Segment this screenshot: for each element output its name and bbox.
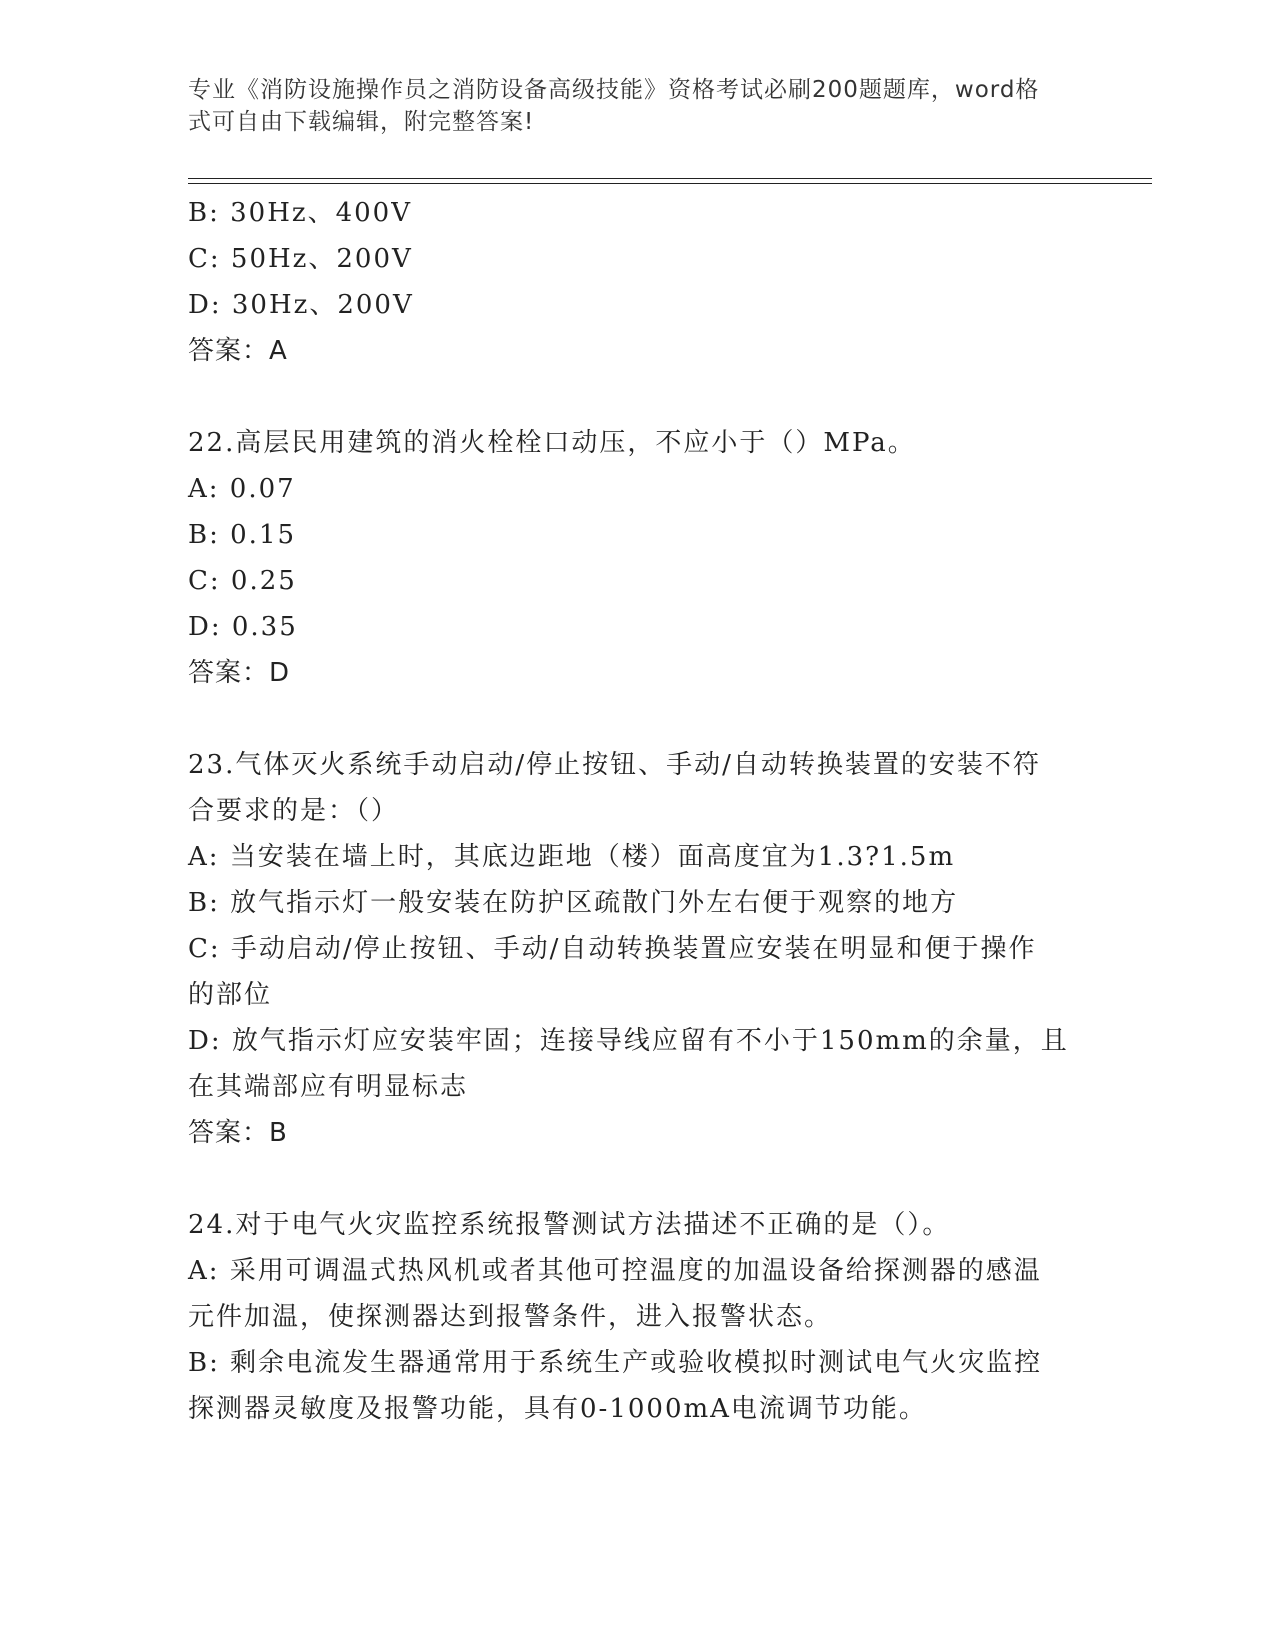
question-22 — [188, 420, 1088, 696]
question-stem: 24.对于电气火灾监控系统报警测试方法描述不正确的是（）。 — [188, 1210, 951, 1240]
option-b: B: 放气指示灯一般安装在防护区疏散门外左右便于观察的地方 — [188, 888, 959, 918]
option-a-line-2: 元件加温，使探测器达到报警条件，进入报警状态。 — [188, 1302, 833, 1332]
option-b: B: 30Hz、400V — [188, 198, 412, 228]
option-b-line-2: 探测器灵敏度及报警功能，具有0-1000mA电流调节功能。 — [188, 1394, 927, 1424]
option-d: D: 30Hz、200V — [188, 290, 414, 320]
header-rule-top — [188, 178, 1152, 179]
question-stem-line-2: 合要求的是：（） — [188, 796, 400, 826]
answer: 答案：B — [188, 1118, 288, 1148]
option-c-line-1: C: 手动启动/停止按钮、手动/自动转换装置应安装在明显和便于操作 — [188, 934, 1037, 964]
answer: 答案：A — [188, 336, 288, 366]
option-d-line-2: 在其端部应有明显标志 — [188, 1072, 469, 1102]
option-a-line-1: A: 采用可调温式热风机或者其他可控温度的加温设备给探测器的感温 — [188, 1256, 1042, 1286]
question-stem-line-1: 23.气体灭火系统手动启动/停止按钮、手动/自动转换装置的安装不符 — [188, 750, 1041, 780]
option-c-line-2: 的部位 — [188, 980, 273, 1010]
question-23 — [188, 742, 1088, 1156]
option-b: B: 0.15 — [188, 520, 297, 550]
header-line-1: 专业《消防设施操作员之消防设备高级技能》资格考试必刷200题题库，word格 — [188, 77, 1040, 103]
question-stem: 22.高层民用建筑的消火栓栓口动压，不应小于（）MPa。 — [188, 428, 916, 458]
option-b-line-1: B: 剩余电流发生器通常用于系统生产或验收模拟时测试电气火灾监控 — [188, 1348, 1043, 1378]
option-a: A: 0.07 — [188, 474, 296, 504]
option-a: A: 当安装在墙上时，其底边距地（楼）面高度宜为1.3?1.5m — [188, 842, 956, 872]
header-line-2: 式可自由下载编辑，附完整答案! — [188, 109, 535, 135]
answer: 答案：D — [188, 658, 291, 688]
question-content — [188, 190, 1088, 1432]
question-21 — [188, 190, 1088, 374]
question-24 — [188, 1202, 1088, 1432]
header-rule-bottom — [188, 183, 1152, 184]
option-c: C: 0.25 — [188, 566, 297, 596]
option-c: C: 50Hz、200V — [188, 244, 413, 274]
document-header — [188, 74, 1068, 138]
option-d-line-1: D: 放气指示灯应安装牢固；连接导线应留有不小于150mm的余量，且 — [188, 1026, 1069, 1056]
option-d: D: 0.35 — [188, 612, 298, 642]
